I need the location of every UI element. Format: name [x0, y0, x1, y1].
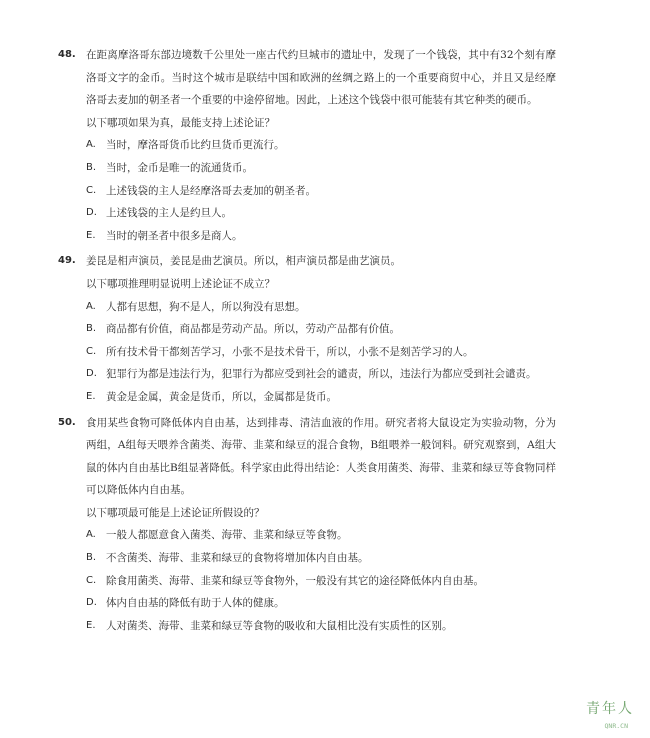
option-e	[86, 386, 556, 409]
option-text: 黄金是金属，黄金是货币，所以，金属都是货币。	[106, 390, 337, 403]
option-text: 除食用菌类、海带、韭菜和绿豆等食物外，一般没有其它的途径降低体内自由基。	[106, 574, 484, 587]
option-text: 人都有思想，狗不是人，所以狗没有思想。	[106, 300, 306, 313]
option-text: 不含菌类、海带、韭菜和绿豆的食物将增加体内自由基。	[106, 552, 369, 565]
option-letter: E.	[86, 229, 96, 241]
option-text: 当时的朝圣者中很多是商人。	[106, 229, 243, 242]
option-a	[86, 134, 556, 157]
question-49	[58, 250, 556, 408]
exam-page	[58, 44, 556, 637]
option-b	[86, 547, 556, 570]
option-letter: D.	[86, 207, 97, 219]
option-letter: B.	[86, 552, 97, 564]
option-e	[86, 615, 556, 638]
option-c	[86, 180, 556, 203]
question-number: 50.	[58, 416, 76, 428]
question-prompt: 以下哪项最可能是上述论证所假设的？	[86, 506, 265, 519]
option-a	[86, 296, 556, 319]
option-text: 犯罪行为都是违法行为，犯罪行为都应受到社会的谴责，所以，违法行为都应受到社会谴责。	[106, 368, 537, 381]
option-letter: D.	[86, 368, 97, 380]
option-letter: C.	[86, 184, 97, 196]
option-b	[86, 318, 556, 341]
site-watermark-url: QNR.CN	[604, 722, 628, 730]
question-number: 48.	[58, 49, 76, 60]
option-letter: D.	[86, 597, 97, 609]
option-text: 当时，金币是唯一的流通货币。	[106, 161, 253, 174]
option-letter: C.	[86, 574, 97, 586]
option-b	[86, 157, 556, 180]
question-50	[58, 412, 556, 638]
option-text: 所有技术骨干都刻苦学习，小张不是技术骨干，所以，小张不是刻苦学习的人。	[106, 345, 474, 358]
question-prompt: 以下哪项如果为真，最能支持上述论证？	[86, 116, 275, 129]
option-letter: A.	[86, 139, 96, 151]
option-e	[86, 225, 556, 248]
question-48	[58, 44, 556, 247]
option-text: 体内自由基的降低有助于人体的健康。	[106, 597, 285, 610]
option-text: 上述钱袋的主人是约旦人。	[106, 207, 232, 220]
option-letter: B.	[86, 161, 97, 173]
option-text: 上述钱袋的主人是经摩洛哥去麦加的朝圣者。	[106, 184, 316, 197]
option-text: 当时，摩洛哥货币比约旦货币更流行。	[106, 139, 285, 152]
question-number: 49.	[58, 255, 76, 267]
option-d	[86, 363, 556, 386]
site-watermark: 青年人	[586, 701, 634, 717]
option-letter: C.	[86, 345, 97, 357]
option-letter: E.	[86, 390, 96, 402]
option-c	[86, 570, 556, 593]
option-a	[86, 524, 556, 547]
option-letter: E.	[86, 619, 96, 631]
option-d	[86, 592, 556, 615]
option-d	[86, 202, 556, 225]
question-stem: 食用某些食物可降低体内自由基，达到排毒、清洁血液的作用。研究者将大鼠设定为实验动物，分为两组，A组每天喂养含菌类、海带、韭菜和绿豆的混合食物，B组喂养一般饲料。研究观察到，A组大鼠的体内自由基比B组显著降低。科学家由此得出结论：人类食用菌类、海带、韭菜和绿豆等食物同样可以降低体内自由基。	[86, 416, 556, 497]
question-stem: 姜昆是相声演员，姜昆是曲艺演员。所以，相声演员都是曲艺演员。	[86, 255, 401, 268]
option-text: 人对菌类、海带、韭菜和绿豆等食物的吸收和大鼠相比没有实质性的区别。	[106, 619, 453, 632]
question-stem: 在距离摩洛哥东部边境数千公里处一座古代约旦城市的遗址中，发现了一个钱袋，其中有32个刻有摩洛哥文字的金币。当时这个城市是联结中国和欧洲的丝绸之路上的一个重要商贸中心，并且又是经摩洛哥去麦加的朝圣者一个重要的中途停留地。因此，上述这个钱袋中很可能装有其它种类的硬币。	[86, 49, 556, 107]
option-text: 商品都有价值，商品都是劳动产品。所以，劳动产品都有价值。	[106, 323, 400, 336]
option-letter: A.	[86, 300, 96, 312]
option-text: 一般人都愿意食入菌类、海带、韭菜和绿豆等食物。	[106, 529, 348, 542]
option-c	[86, 341, 556, 364]
question-prompt: 以下哪项推理明显说明上述论证不成立？	[86, 277, 275, 290]
option-letter: B.	[86, 323, 97, 335]
option-letter: A.	[86, 529, 96, 541]
